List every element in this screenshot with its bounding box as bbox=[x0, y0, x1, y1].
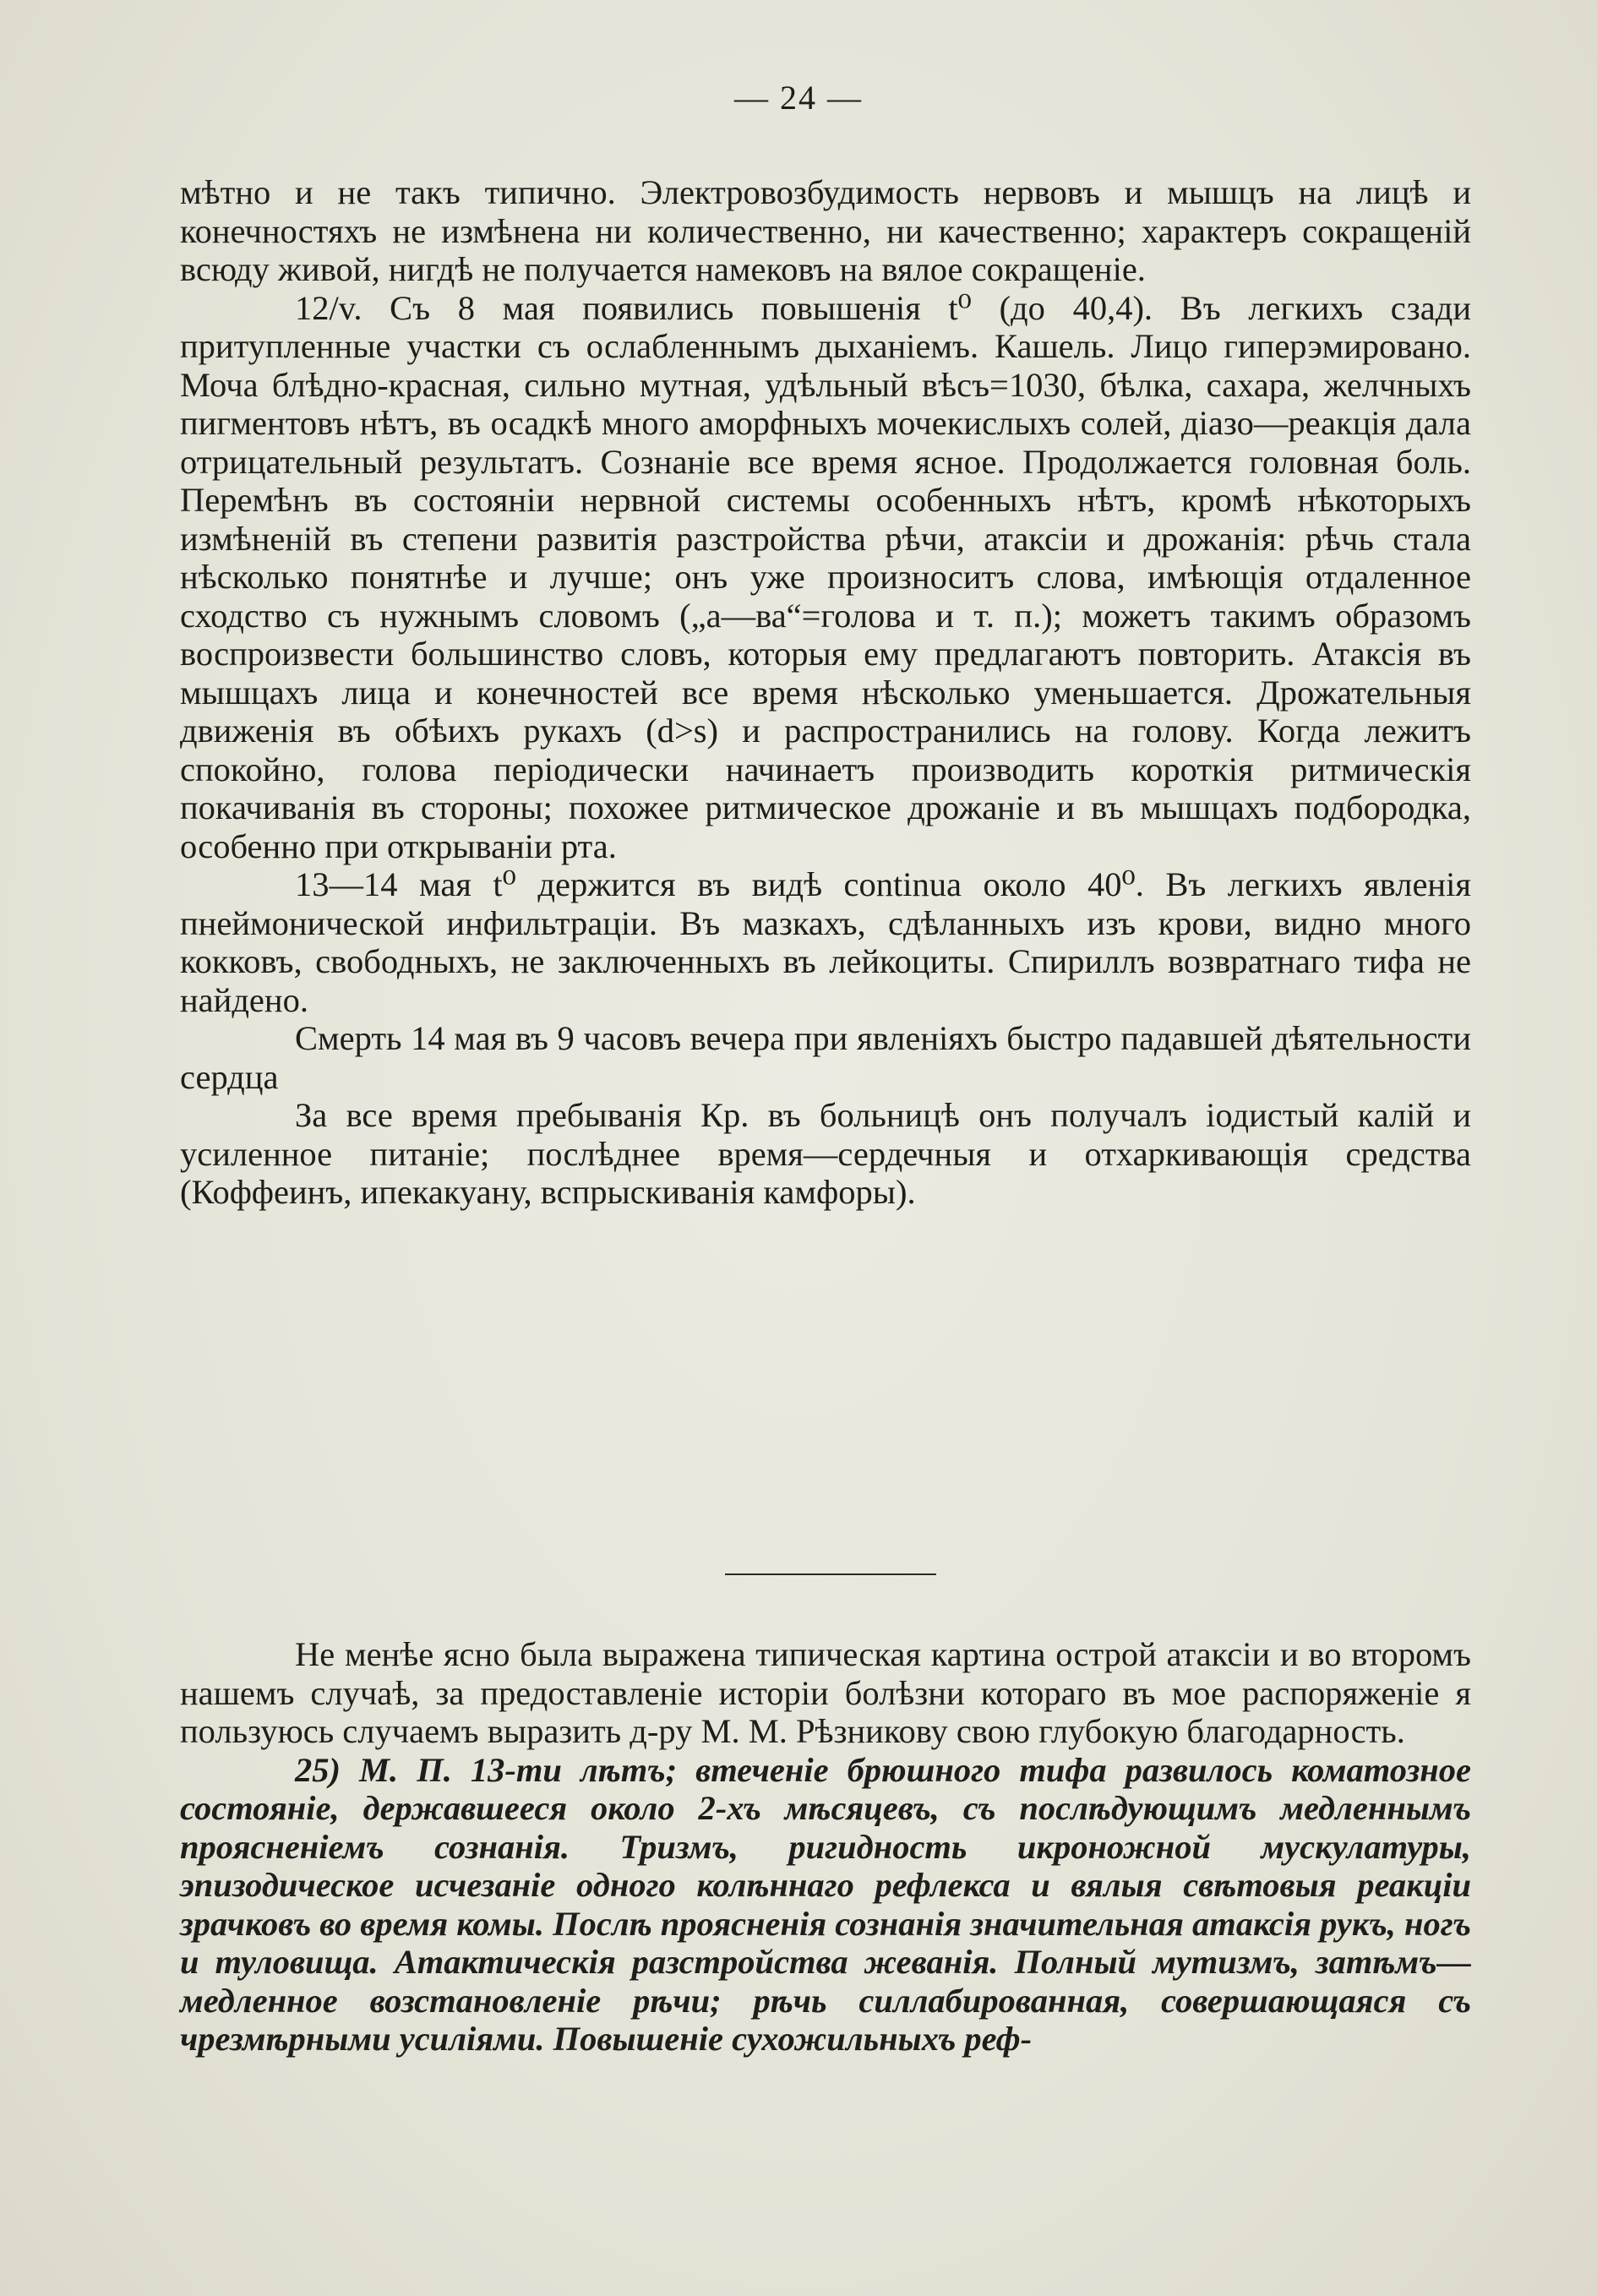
paragraph-may-13-14: 13—14 мая t⁰ держится въ видѣ continua около 40⁰. Въ легкихъ явленiя пнеймонической инфильтрацiи. Въ мазкахъ, сдѣланныхъ изъ крови, видно много кокковъ, свободныхъ, не заключенныхъ въ лейкоциты. Спириллъ возвратнаго тифа не найдено. bbox=[180, 865, 1471, 1019]
paragraph-electroexcitability: мѣтно и не такъ типично. Электровозбудимость нервовъ и мышцъ на лицѣ и конечностяхъ не измѣнена ни количественно, ни качественно; характеръ сокращенiй всюду живой, нигдѣ не получается намековъ на вялое сокращенiе. bbox=[180, 173, 1471, 288]
case-continuation-section bbox=[180, 173, 1471, 1212]
paragraph-treatment: За все время пребыванiя Кр. въ больницѣ онъ получалъ iодистый калiй и усиленное питанiе; послѣднее время—сердечныя и отхаркивающiя средства (Коффеинъ, ипекакуану, вспрыскиванiя камфоры). bbox=[180, 1096, 1471, 1211]
page-number: — 24 — bbox=[734, 79, 863, 117]
paragraph-may-12: 12/v. Съ 8 мая появились повышенiя t⁰ (до 40,4). Въ легкихъ сзади притупленные участки съ ослабленнымъ дыханiемъ. Кашель. Лицо гиперэмировано. Моча блѣдно-красная, сильно мутная, удѣльный вѣсъ=1030, бѣлка, сахара, желчныхъ пигментовъ нѣтъ, въ осадкѣ много аморфныхъ мочекислыхъ солей, дiазо—реакцiя дала отрицательный результатъ. Сознанiе все время ясное. Продолжается головная боль. Перемѣнъ въ состоянiи нервной системы особенныхъ нѣтъ, кромѣ нѣкоторыхъ измѣненiй въ степени развитiя разстройства рѣчи, атаксiи и дрожанiя: рѣчь стала нѣсколько понятнѣе и лучше; онъ уже произноситъ слова, имѣющiя отдаленное сходство съ нужнымъ словомъ („а—ва“=голова и т. п.); можетъ такимъ образомъ воспроизвести большинство словъ, которыя ему предлагаютъ повторить. Атаксiя въ мышцахъ лица и конечностей все время нѣсколько уменьшается. Дрожательныя движенiя въ обѣихъ рукахъ (d>s) и распространились на голову. Когда лежитъ спокойно, голова перiодически начинаетъ производить короткiя ритмическiя покачиванiя въ стороны; похожее ритмическое дрожанiе и въ мышцахъ подбородка, особенно при открыванiи рта. bbox=[180, 288, 1471, 865]
second-case-section bbox=[180, 1635, 1471, 2059]
paragraph-death: Смерть 14 мая въ 9 часовъ вечера при явленiяхъ быстро падавшей дѣятельности сердца bbox=[180, 1019, 1471, 1096]
section-divider bbox=[725, 1573, 936, 1575]
paragraph-case-25-summary: 25) М. П. 13-ти лѣтъ; втеченiе брюшного тифа развилось коматозное состоянiе, державшееся около 2-хъ мѣсяцевъ, съ послѣдующимъ медленнымъ проясненiемъ сознанiя. Тризмъ, ригидность икроножной мускулатуры, эпизодическое исчезанiе одного колѣннаго рефлекса и вялыя свѣтовыя реакцiи зрачковъ во время комы. Послѣ проясненiя сознанiя значительная атаксiя рукъ, ногъ и туловища. Атактическiя разстройства жеванiя. Полный мутизмъ, затѣмъ—медленное возстановленiе рѣчи; рѣчь силлабированная, совершающаяся съ чрезмѣрными усилiями. Повышенiе сухожильныхъ реф- bbox=[180, 1750, 1471, 2058]
paragraph-second-case-intro: Не менѣе ясно была выражена типическая картина острой атаксiи и во второмъ нашемъ случаѣ, за предоставленiе исторiи болѣзни котораго въ мое распоряженiе я пользуюсь случаемъ выразить д-ру М. М. Рѣзникову свою глубокую благодарность. bbox=[180, 1635, 1471, 1750]
